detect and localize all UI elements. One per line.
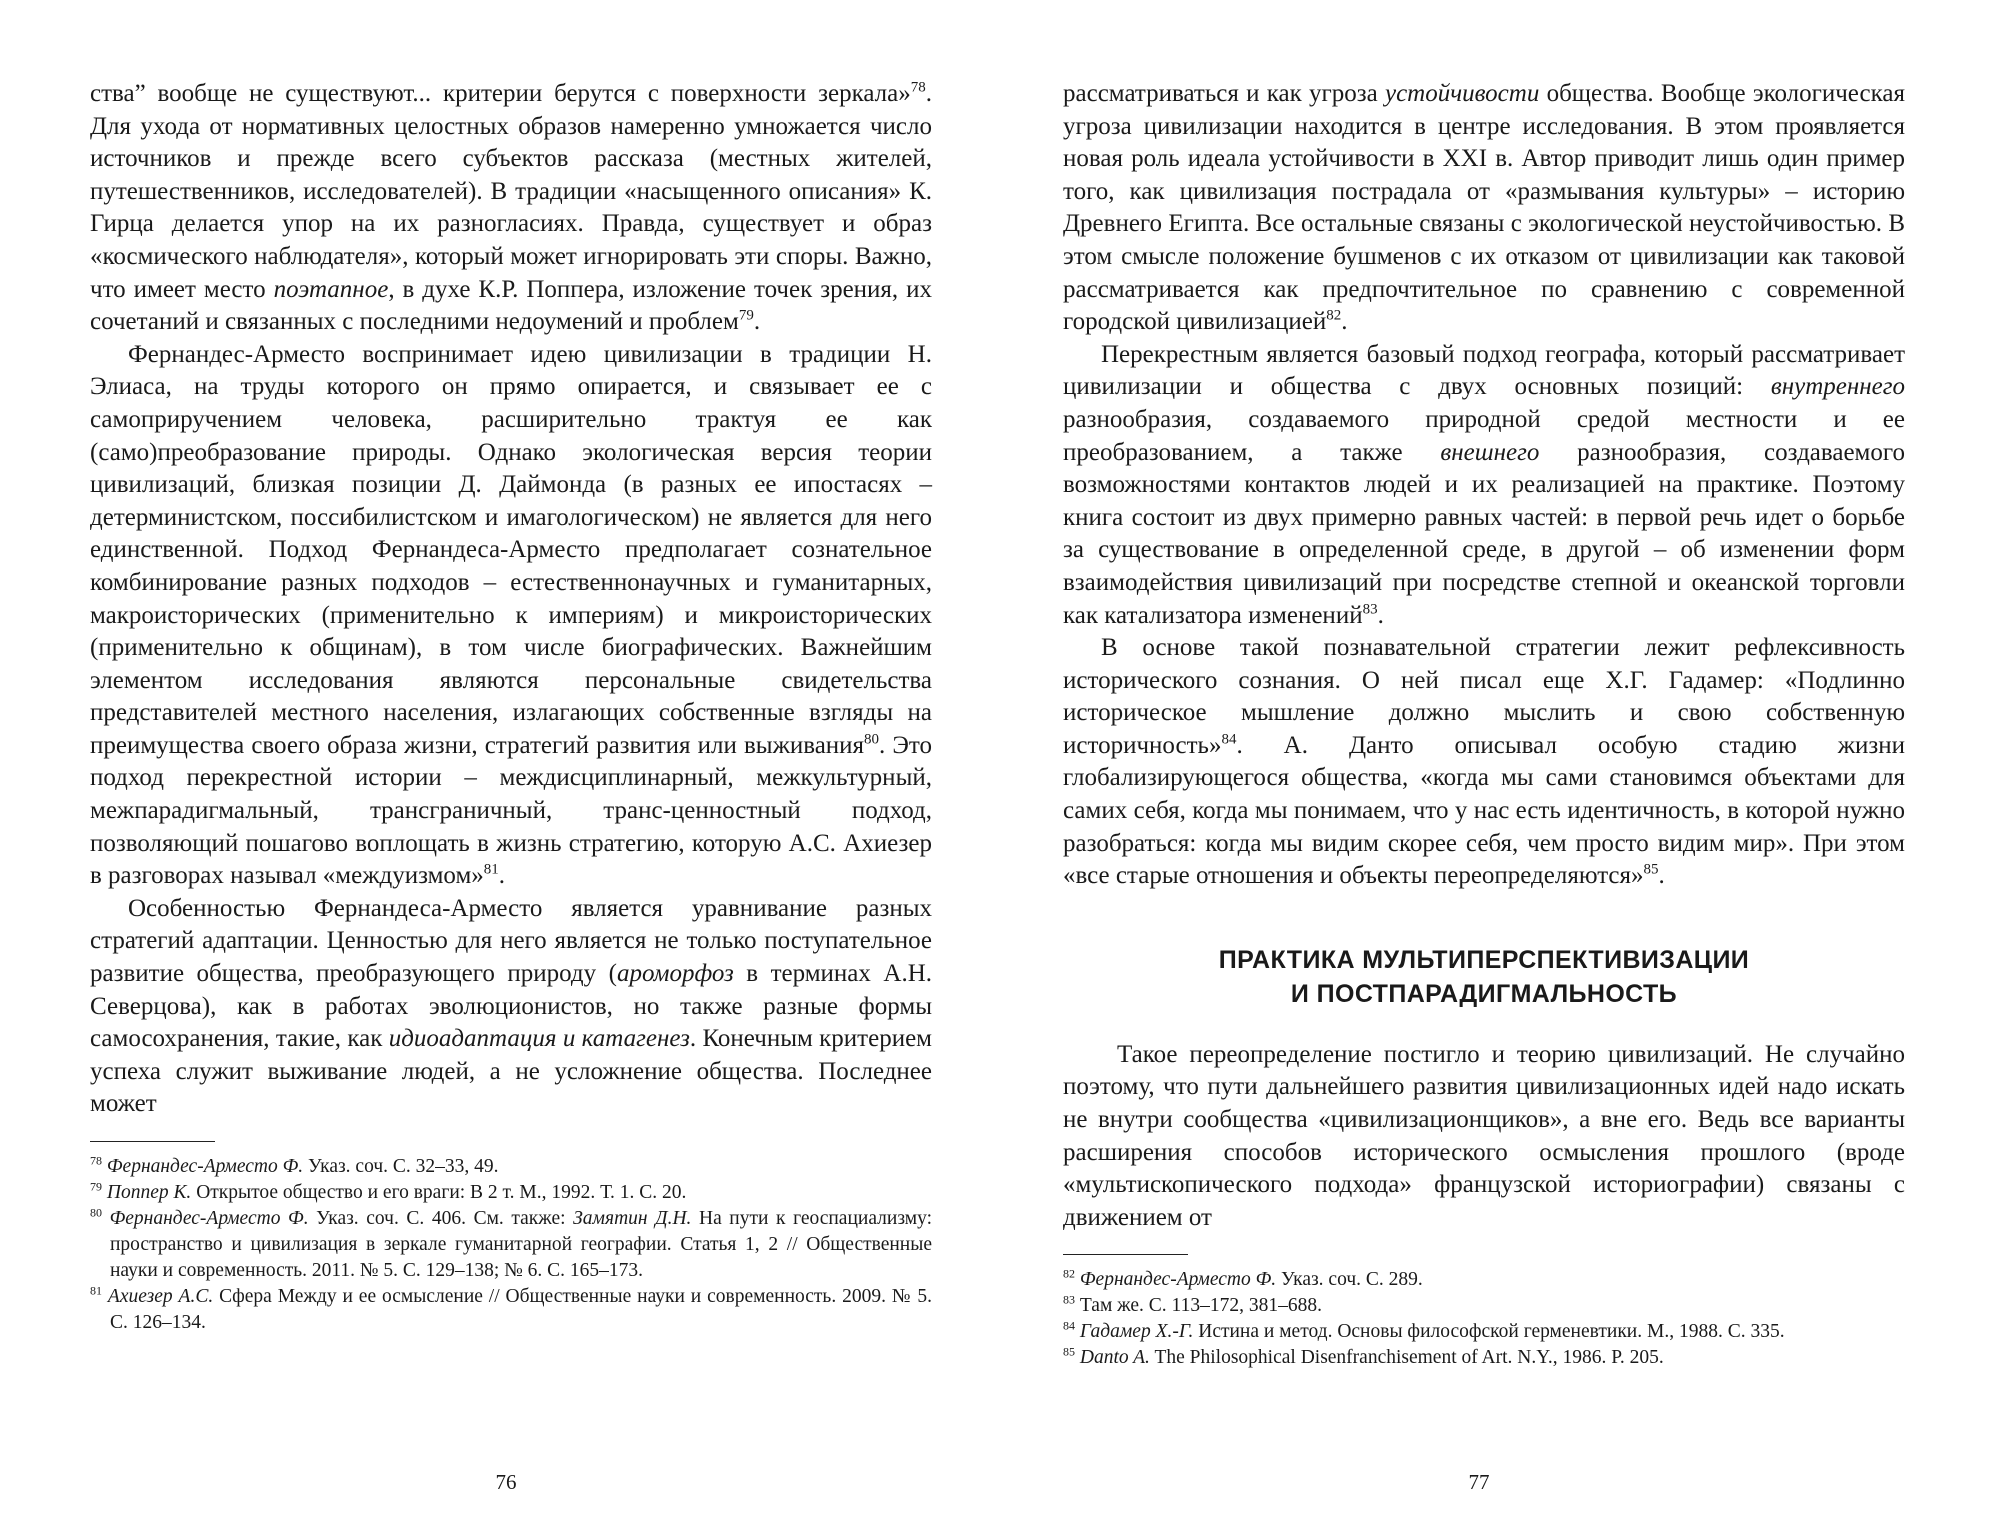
right-page-body-after-heading — [1063, 1039, 1905, 1235]
italic-text: Фернандес-Арместо Ф. — [109, 1208, 309, 1229]
section-heading-line-2: И ПОСТПАРАДИГМАЛЬНОСТЬ — [1290, 979, 1678, 1008]
page-number-left: 76 — [495, 1470, 517, 1494]
footnote-ref: 83 — [1362, 601, 1378, 618]
footnote-ref: 85 — [1063, 1344, 1075, 1359]
footnote-85: $^{85}$ Danto A. The Philosophical Disenfranchisement of Art. N.Y., 1986. P. 205. — [1063, 1344, 1664, 1369]
footnote-ref: 79 — [738, 307, 754, 324]
section-heading — [1063, 943, 1905, 1011]
italic-text: Фернандес-Арместо Ф. — [1079, 1269, 1277, 1291]
footnote-82: $^{82}$ Фернандес-Арместо Ф. Указ. соч. С. 289. — [1063, 1266, 1423, 1291]
footnote-84: $^{84}$ Гадамер Х.-Г. Истина и метод. Основы философской герменевтики. М., 1988. С. 335. — [1063, 1318, 1785, 1343]
right-paragraph-3: В основе такой познавательной стратегии лежит рефлексивность исторического сознания. О ней писал еще Х.Г. Гадамер: «Подлинно историческое мышление должно мыслить и свою собственную историчность»$^{84}$. А. Данто описывал особую стадию жизни глобализирующегося общества, «когда мы сами становимся объектами для самих себя, когда мы понимаем, что у нас есть идентичность, в которой нужно разобраться: когда мы видим скорее себя, чем просто видим мир». При этом «все старые отношения и объекты переопределяются»$^{85}$. — [1063, 634, 1905, 890]
left-footnotes — [90, 1154, 932, 1336]
footnote-83: $^{83}$ Там же. С. 113–172, 381–688. — [1063, 1292, 1322, 1317]
right-paragraph-1: рассматриваться и как угроза устойчивости общества. Вообще экологическая угроза цивилизации находится в центре исследования. В этом проявляется новая роль идеала устойчивости в XXI в. Автор приводит лишь один пример того, как цивилизация пострадала от «размывания культуры» – историю Древнего Египта. Все остальные связаны с экологической неустойчивостью. В этом смысле положение бушменов с их отказом от цивилизации как таковой рассматривается как предпочтительное по сравнению с современной городской цивилизацией$^{82}$. — [1063, 80, 1905, 336]
footnote-ref: 83 — [1063, 1292, 1075, 1307]
italic-text: устойчивости — [1384, 80, 1540, 107]
footnote-separator — [1063, 1254, 1188, 1255]
footnote-79: $^{79}$ Поппер К. Открытое общество и его враги: В 2 т. М., 1992. Т. 1. С. 20. — [90, 1179, 687, 1203]
section-heading-line-1: ПРАКТИКА МУЛЬТИПЕРСПЕКТИВИЗАЦИИ — [1218, 945, 1750, 974]
right-paragraph-4: Такое переопределение постигло и теорию цивилизаций. Не случайно поэтому, что пути дальнейшего развития цивилизационных идей надо искать не внутри сообщества «цивилизационщиков», а вне его. Ведь все варианты расширения способов исторического осмысления прошлого (вроде «мультископического подхода» французской историографии) связаны с движением от — [1063, 1040, 1905, 1231]
italic-text: ароморфоз — [616, 960, 734, 988]
footnote-ref: 82 — [1326, 307, 1342, 324]
italic-text: Гадамер Х.-Г. — [1079, 1321, 1194, 1343]
italic-text: внутреннего — [1770, 373, 1905, 401]
right-page-body — [1063, 78, 1905, 893]
footnote-ref: 81 — [90, 1283, 102, 1298]
right-paragraph-2: Перекрестным является базовый подход географа, который рассматривает цивилизации и общества с двух основных позиций: внутреннего разнообразия, создаваемого природной средой местности и ее преобразованием, а также внешнего разнообразия, создаваемого возможностями контактов людей и их реализацией на практике. Поэтому книга состоит из двух примерно равных частей: в первой речь идет о борьбе за существование в определенной среде, в другой – об изменении форм взаимодействия цивилизаций при посредстве степной и океанской торговли как катализатора изменений$^{83}$. — [1063, 340, 1906, 629]
italic-text: поэтапное — [273, 275, 389, 303]
left-paragraph-3: Особенностью Фернандеса-Арместо является уравнивание разных стратегий адаптации. Ценностью для него является не только поступательное развитие общества, преобразующего природу (ароморфоз в терминах А.Н. Северцова), как в работах эволюционистов, но также разные формы самосохранения, такие, как идиоадаптация и катагенез. Конечным критерием успеха служит выживание людей, а не усложнение общества. Последнее может — [90, 894, 933, 1118]
italic-text: Фернандес-Арместо Ф. — [106, 1156, 304, 1177]
italic-text: Danto A. — [1079, 1347, 1150, 1369]
footnote-ref: 79 — [90, 1179, 102, 1194]
footnote-ref: 80 — [864, 731, 880, 748]
right-footnotes — [1063, 1267, 1905, 1371]
italic-text: Замятин Д.Н. — [573, 1208, 692, 1229]
footnote-ref: 80 — [90, 1205, 102, 1220]
left-page-body — [90, 78, 932, 1121]
footnote-ref: 78 — [90, 1153, 102, 1168]
footnote-ref: 82 — [1063, 1266, 1075, 1281]
footnote-ref: 84 — [1063, 1318, 1075, 1333]
italic-text: внешнего — [1440, 438, 1540, 466]
left-page — [90, 78, 932, 1336]
footnote-78: $^{78}$ Фернандес-Арместо Ф. Указ. соч. С. 32–33, 49. — [90, 1153, 499, 1177]
footnote-ref: 84 — [1221, 731, 1237, 748]
footnote-ref: 78 — [910, 79, 926, 96]
left-paragraph-1: ства” вообще не существуют... критерии берутся с поверхности зеркала»$^{78}$. Для ухода от нормативных целостных образов намеренно умножается число источников и прежде всего субъектов рассказа (местных жителей, путешественников, исследователей). В традиции «насыщенного описания» К. Гирца делается упор на их разногласиях. Правда, существует и образ «космического наблюдателя», который может игнорировать эти споры. Важно, что имеет место поэтапное, в духе К.Р. Поппера, изложение точек зрения, их сочетаний и связанных с последними недоумений и проблем$^{79}$. — [90, 79, 933, 336]
left-paragraph-2: Фернандес-Арместо воспринимает идею цивилизации в традиции Н. Элиаса, на труды которого он прямо опирается, и связывает ее с самоприручением человека, расширительно трактуя ее как (само)преобразование природы. Однако экологическая версия теории цивилизаций, близкая позиции Д. Даймонда (в разных ее ипостасях – детерминистском, поссибилистском и имагологическом) не является для него единственной. Подход Фернандеса-Арместо предполагает сознательное комбинирование разных подходов – естественнонаучных и гуманитарных, макроисторических (применительно к империям) и микроисторических (применительно к общинам), в том числе биографических. Важнейшим элементом исследования являются персональные свидетельства представителей местного населения, излагающих собственные взгляды на преимущества своего образа жизни, стратегий развития или выживания$^{80}$. Это подход перекрестной истории – междисциплинарный, межкультурный, межпарадигмальный, трансграничный, транс-ценностный подход, позволяющий пошагово воплощать в жизнь стратегию, которую А.С. Ахиезер в разговорах называл «междуизмом»$^{81}$. — [90, 340, 932, 890]
footnote-ref: 85 — [1643, 861, 1659, 878]
italic-text: Поппер К. — [106, 1182, 192, 1203]
footnote-separator — [90, 1141, 215, 1142]
footnote-ref: 81 — [483, 861, 499, 878]
footnote-81: $^{81}$ Ахиезер А.С. Сфера Между и ее осмысление // Общественные науки и современность. 2009. № 5. С. 126–134. — [90, 1283, 933, 1333]
italic-text: идиоадаптация и катагенез — [388, 1025, 690, 1053]
italic-text: Ахиезер А.С. — [107, 1286, 214, 1307]
page-number-right: 77 — [1468, 1470, 1490, 1494]
right-page — [1063, 78, 1905, 1371]
footnote-80: $^{80}$ Фернандес-Арместо Ф. Указ. соч. С. 406. См. также: Замятин Д.Н. На пути к геоспациализму: пространство и цивилизация в зеркале гуманитарной географии. Статья 1, 2 // Общественные науки и современность. 2011. № 5. С. 129–138; № 6. С. 165–173. — [90, 1205, 933, 1281]
